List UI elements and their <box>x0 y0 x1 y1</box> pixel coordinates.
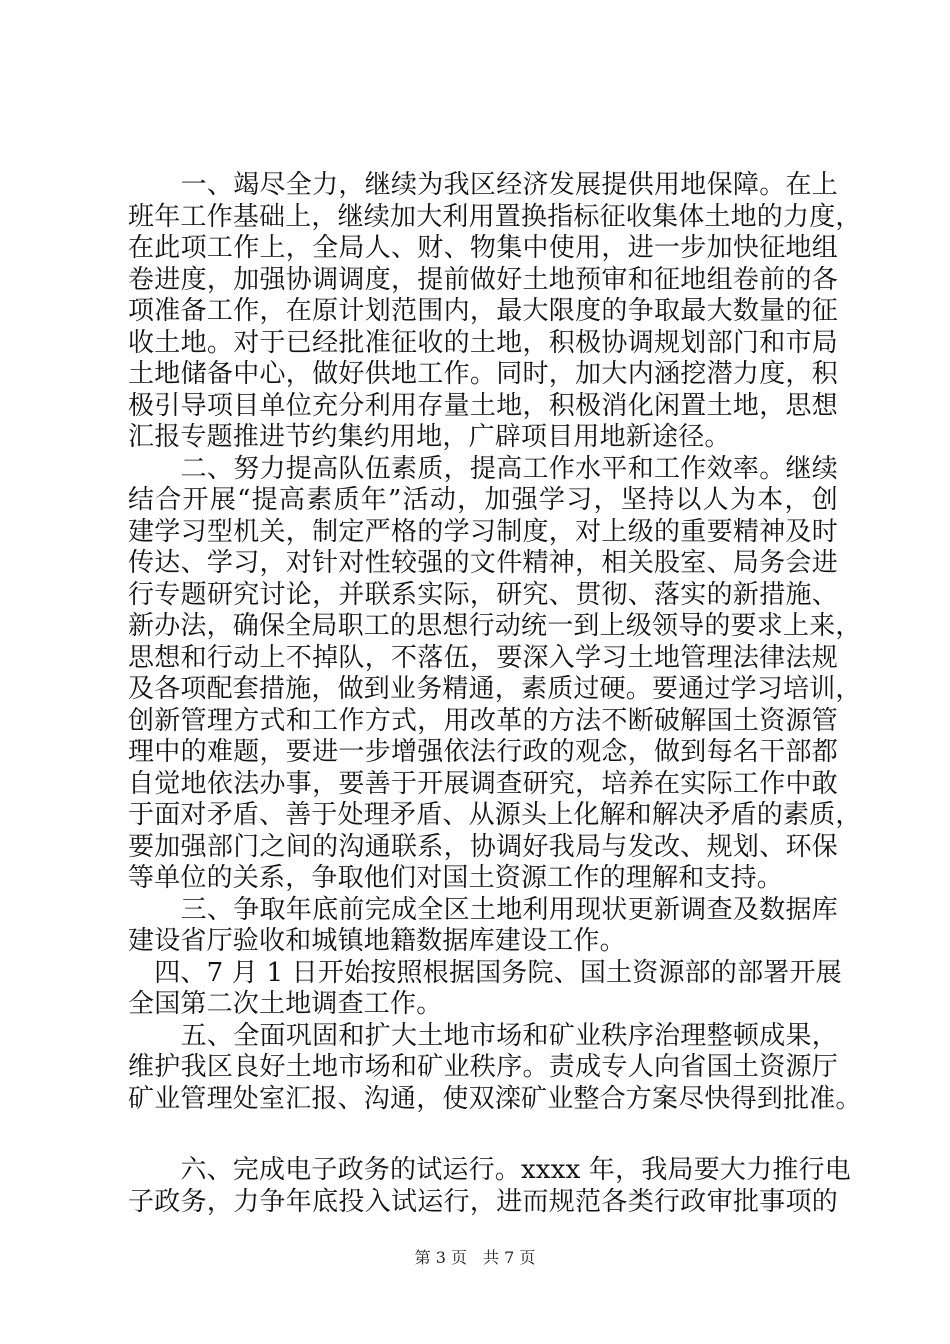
text-line: 二、努力提高队伍素质，提高工作水平和工作效率。继续 <box>128 453 838 484</box>
text-line: 在此项工作上，全局人、财、物集中使用，进一步加快征地组 <box>128 233 838 263</box>
paragraph-2 <box>128 453 862 895</box>
text-line: 行专题研究讨论，并联系实际，研究、贯彻、落实的新措施、 <box>128 579 838 610</box>
text-line: 六、完成电子政务的试运行。xxxx 年，我局要大力推行电 <box>128 1155 851 1185</box>
text-line: 及各项配套措施，做到业务精通，素质过硬。要通过学习培训， <box>128 674 862 704</box>
text-line: 土地储备中心，做好供地工作。同时，加大内涵挖潜力度，积 <box>128 359 838 389</box>
text-line: 传达、学习，对针对性较强的文件精神，相关股室、局务会进 <box>128 548 838 578</box>
text-line: 项准备工作，在原计划范围内，最大限度的争取最大数量的征 <box>128 296 838 326</box>
paragraph-1 <box>128 170 862 454</box>
text-line: 三、争取年底前完成全区土地利用现状更新调查及数据库 <box>128 894 838 925</box>
text-line: 思想和行动上不掉队，不落伍，要深入学习土地管理法律法规 <box>128 642 838 673</box>
text-line: 极引导项目单位充分利用存量土地，积极消化闲置土地，思想 <box>128 390 838 421</box>
page-footer: 第 3 页 共 7 页 <box>414 1248 536 1267</box>
paragraph-6 <box>128 1155 851 1218</box>
document-body <box>128 170 862 1218</box>
paragraph-5 <box>128 1020 862 1116</box>
text-line: 全国第二次土地调查工作。 <box>128 989 443 1019</box>
text-line: 一、竭尽全力，继续为我区经济发展提供用地保障。在上 <box>128 170 838 200</box>
paragraph-4 <box>128 957 842 1021</box>
text-line: 维护我区良好土地市场和矿业秩序。责成专人向省国土资源厅 <box>128 1052 838 1082</box>
text-line: 自觉地依法办事，要善于开展调查研究，培养在实际工作中敢 <box>128 768 838 799</box>
text-line: 收土地。对于已经批准征收的土地，积极协调规划部门和市局 <box>128 327 838 358</box>
text-line: 建设省厅验收和城镇地籍数据库建设工作。 <box>128 926 626 956</box>
paragraph-spacer <box>128 1115 838 1155</box>
text-line: 建学习型机关，制定严格的学习制度，对上级的重要精神及时 <box>128 516 838 547</box>
text-line: 理中的难题，要进一步增强依法行政的观念，做到每名干部都 <box>128 737 838 767</box>
text-line: 创新管理方式和工作方式，用改革的方法不断破解国土资源管 <box>128 705 838 736</box>
paragraph-3 <box>128 895 838 958</box>
text-line: 新办法，确保全局职工的思想行动统一到上级领导的要求上来， <box>128 611 862 641</box>
text-line: 结合开展“提高素质年”活动，加强学习，坚持以人为本，创 <box>128 485 838 515</box>
text-line: 矿业管理处室汇报、沟通，使双滦矿业整合方案尽快得到批准。 <box>128 1083 862 1114</box>
text-line: 汇报专题推进节约集约用地，广辟项目用地新途径。 <box>128 422 731 452</box>
text-line: 卷进度，加强协调调度，提前做好土地预审和征地组卷前的各 <box>128 264 838 295</box>
text-line: 五、全面巩固和扩大土地市场和矿业秩序治理整顿成果， <box>128 1020 838 1051</box>
text-line: 要加强部门之间的沟通联系，协调好我局与发改、规划、环保 <box>128 831 838 862</box>
text-line: 于面对矛盾、善于处理矛盾、从源头上化解和解决矛盾的素质， <box>128 800 862 830</box>
text-line: 班年工作基础上，继续加大利用置换指标征收集体土地的力度， <box>128 201 862 232</box>
text-line: 等单位的关系，争取他们对国土资源工作的理解和支持。 <box>128 863 784 893</box>
text-line: 四、7 月 1 日开始按照根据国务院、国土资源部的部署开展 <box>128 957 842 988</box>
text-line: 子政务，力争年底投入试运行，进而规范各类行政审批事项的 <box>128 1186 838 1217</box>
